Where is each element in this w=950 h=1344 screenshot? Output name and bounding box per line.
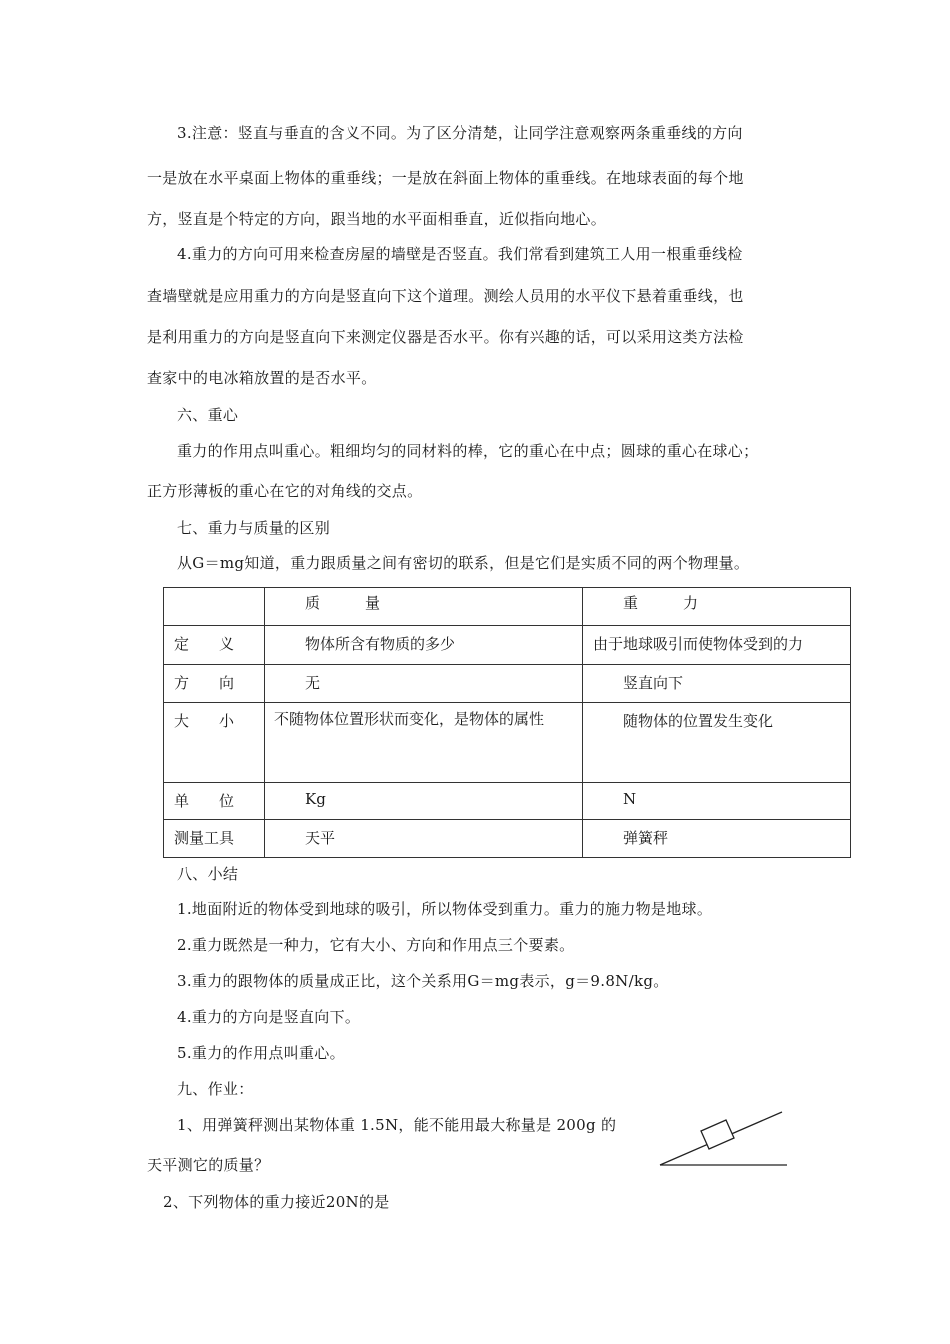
table-header-cell: 质 量 xyxy=(265,588,583,626)
paragraph-4-line-2: 查墙壁就是应用重力的方向是竖直向下这个道理。测绘人员用的水平仪下悬着重垂线，也 xyxy=(147,287,744,305)
table-row xyxy=(164,626,851,665)
paragraph-4-line-1: 4.重力的方向可用来检查房屋的墙壁是否竖直。我们常看到建筑工人用一根重垂线检 xyxy=(177,245,743,263)
summary-item-2: 2.重力既然是一种力，它有大小、方向和作用点三个要素。 xyxy=(177,936,575,954)
paragraph-4-line-3: 是利用重力的方向是竖直向下来测定仪器是否水平。你有兴趣的话，可以采用这类方法检 xyxy=(147,328,744,346)
table-cell: 弹簧秤 xyxy=(583,820,851,858)
comparison-table xyxy=(163,587,851,858)
paragraph-5-line-1: 重力的作用点叫重心。粗细均匀的同材料的棒，它的重心在中点；圆球的重心在球心； xyxy=(177,442,759,460)
homework-question-1-line-1: 1、用弹簧秤测出某物体重 1.5N，能不能用最大称量是 200g 的 xyxy=(177,1116,617,1134)
heading-gravity-vs-mass: 七、重力与质量的区别 xyxy=(177,519,331,537)
homework-question-2: 2、下列物体的重力接近20N的是 xyxy=(163,1193,390,1211)
table-row xyxy=(164,783,851,820)
table-cell: 由于地球吸引而使物体受到的力 xyxy=(583,626,851,665)
table-cell: 不随物体位置形状而变化，是物体的属性 xyxy=(265,703,583,783)
table-cell: 定 义 xyxy=(164,626,265,665)
paragraph-4-line-4: 查家中的电冰箱放置的是否水平。 xyxy=(147,369,377,387)
table-header-row xyxy=(164,588,851,626)
summary-item-3: 3.重力的跟物体的质量成正比，这个关系用G＝mg表示，g＝9.8N/kg。 xyxy=(177,972,669,990)
table-cell: 物体所含有物质的多少 xyxy=(265,626,583,665)
paragraph-3-line-3: 方，竖直是个特定的方向，跟当地的水平面相垂直，近似指向地心。 xyxy=(147,210,607,228)
paragraph-6: 从G＝mg知道，重力跟质量之间有密切的联系，但是它们是实质不同的两个物理量。 xyxy=(177,554,750,572)
paragraph-3-line-1: 3.注意：竖直与垂直的含义不同。为了区分清楚，让同学注意观察两条重垂线的方向 xyxy=(177,124,743,142)
table-cell: N xyxy=(583,783,851,820)
table-cell: 大 小 xyxy=(164,703,265,783)
table-header-cell: 重 力 xyxy=(583,588,851,626)
summary-item-1: 1.地面附近的物体受到地球的吸引，所以物体受到重力。重力的施力物是地球。 xyxy=(177,900,713,918)
homework-question-1-line-2: 天平测它的质量？ xyxy=(147,1156,270,1174)
paragraph-5-line-2: 正方形薄板的重心在它的对角线的交点。 xyxy=(147,482,423,500)
table-cell: 天平 xyxy=(265,820,583,858)
table-cell: Kg xyxy=(265,783,583,820)
heading-summary: 八、小结 xyxy=(177,865,239,883)
summary-item-5: 5.重力的作用点叫重心。 xyxy=(177,1044,345,1062)
table-row xyxy=(164,665,851,703)
summary-item-4: 4.重力的方向是竖直向下。 xyxy=(177,1008,361,1026)
table-row xyxy=(164,820,851,858)
table-cell: 单 位 xyxy=(164,783,265,820)
table-cell: 无 xyxy=(265,665,583,703)
table-cell: 方 向 xyxy=(164,665,265,703)
table-cell: 竖直向下 xyxy=(583,665,851,703)
table-cell: 随物体的位置发生变化 xyxy=(583,703,851,783)
table-row xyxy=(164,703,851,783)
heading-center-of-gravity: 六、重心 xyxy=(177,406,239,424)
table-cell: 测量工具 xyxy=(164,820,265,858)
inclined-plane-diagram xyxy=(656,1108,792,1172)
heading-homework: 九、作业： xyxy=(177,1080,254,1098)
table-header-cell xyxy=(164,588,265,626)
paragraph-3-line-2: 一是放在水平桌面上物体的重垂线；一是放在斜面上物体的重垂线。在地球表面的每个地 xyxy=(147,169,744,187)
